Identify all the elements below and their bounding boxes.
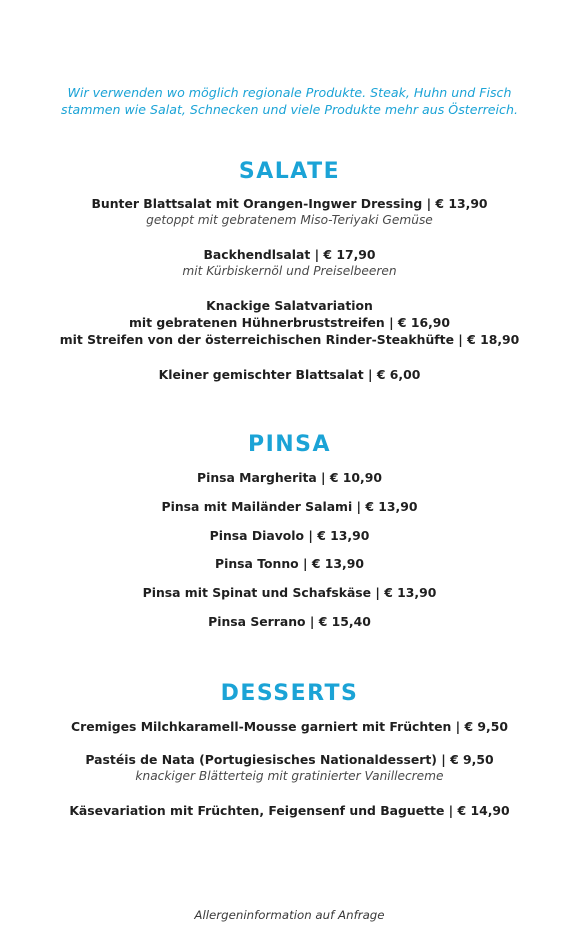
menu-item-kaesevariation bbox=[0, 802, 579, 819]
menu-item-pasteis-de-nata bbox=[0, 751, 579, 785]
item-name: Pinsa Serrano | € 15,40 bbox=[208, 614, 371, 629]
intro-line-2: stammen wie Salat, Schnecken und viele Produkte mehr aus Österreich. bbox=[61, 102, 518, 117]
menu-item-pinsa-salami bbox=[0, 498, 579, 515]
item-name: Pinsa Diavolo | € 13,90 bbox=[209, 528, 370, 543]
item-variant-line: mit Streifen von der österreichischen Rinder-Steakhüfte | € 18,90 bbox=[59, 332, 520, 347]
item-name: Knackige Salatvariation bbox=[206, 298, 373, 313]
menu-item-pinsa-spinat bbox=[0, 584, 579, 601]
item-name: Kleiner gemischter Blattsalat | € 6,00 bbox=[158, 367, 421, 382]
menu-item-kleiner-blattsalat bbox=[0, 366, 579, 383]
item-subtitle: knackiger Blätterteig mit gratinierter Vanillecreme bbox=[135, 769, 444, 783]
item-subtitle: mit Kürbiskernöl und Preiselbeeren bbox=[182, 264, 397, 278]
menu-item-salatvariation bbox=[0, 297, 579, 348]
menu-item-pinsa-diavolo bbox=[0, 527, 579, 544]
menu-item-pinsa-margherita bbox=[0, 469, 579, 486]
menu-item-milchkaramell-mousse bbox=[0, 718, 579, 735]
item-name: Pinsa mit Mailänder Salami | € 13,90 bbox=[161, 499, 418, 514]
item-name: Pinsa Margherita | € 10,90 bbox=[196, 470, 383, 485]
item-name: Bunter Blattsalat mit Orangen-Ingwer Dressing | € 13,90 bbox=[91, 196, 488, 211]
intro-note bbox=[0, 84, 579, 118]
menu-item-pinsa-tonno bbox=[0, 555, 579, 572]
item-subtitle: getoppt mit gebratenem Miso-Teriyaki Gemüse bbox=[146, 213, 433, 227]
item-name: Käsevariation mit Früchten, Feigensenf und Baguette | € 14,90 bbox=[69, 803, 510, 818]
section-title-salate: SALATE bbox=[238, 159, 341, 184]
section-title-desserts: DESSERTS bbox=[220, 681, 359, 706]
item-variant-line: mit gebratenen Hühnerbruststreifen | € 16,90 bbox=[128, 315, 451, 330]
intro-line-1: Wir verwenden wo möglich regionale Produkte. Steak, Huhn und Fisch bbox=[67, 85, 512, 100]
item-name: Pinsa mit Spinat und Schafskäse | € 13,90 bbox=[142, 585, 437, 600]
item-name: Pinsa Tonno | € 13,90 bbox=[215, 556, 364, 571]
item-name: Cremiges Milchkaramell-Mousse garniert mit Früchten | € 9,50 bbox=[70, 719, 508, 734]
menu-item-backhendlsalat bbox=[0, 246, 579, 280]
menu-item-bunter-blattsalat bbox=[0, 195, 579, 229]
section-title-pinsa: PINSA bbox=[247, 432, 332, 457]
menu-item-pinsa-serrano bbox=[0, 613, 579, 630]
item-name: Pastéis de Nata (Portugiesisches Nationaldessert) | € 9,50 bbox=[85, 752, 494, 767]
item-name: Backhendlsalat | € 17,90 bbox=[203, 247, 376, 262]
allergen-note: Allergeninformation auf Anfrage bbox=[194, 908, 385, 922]
